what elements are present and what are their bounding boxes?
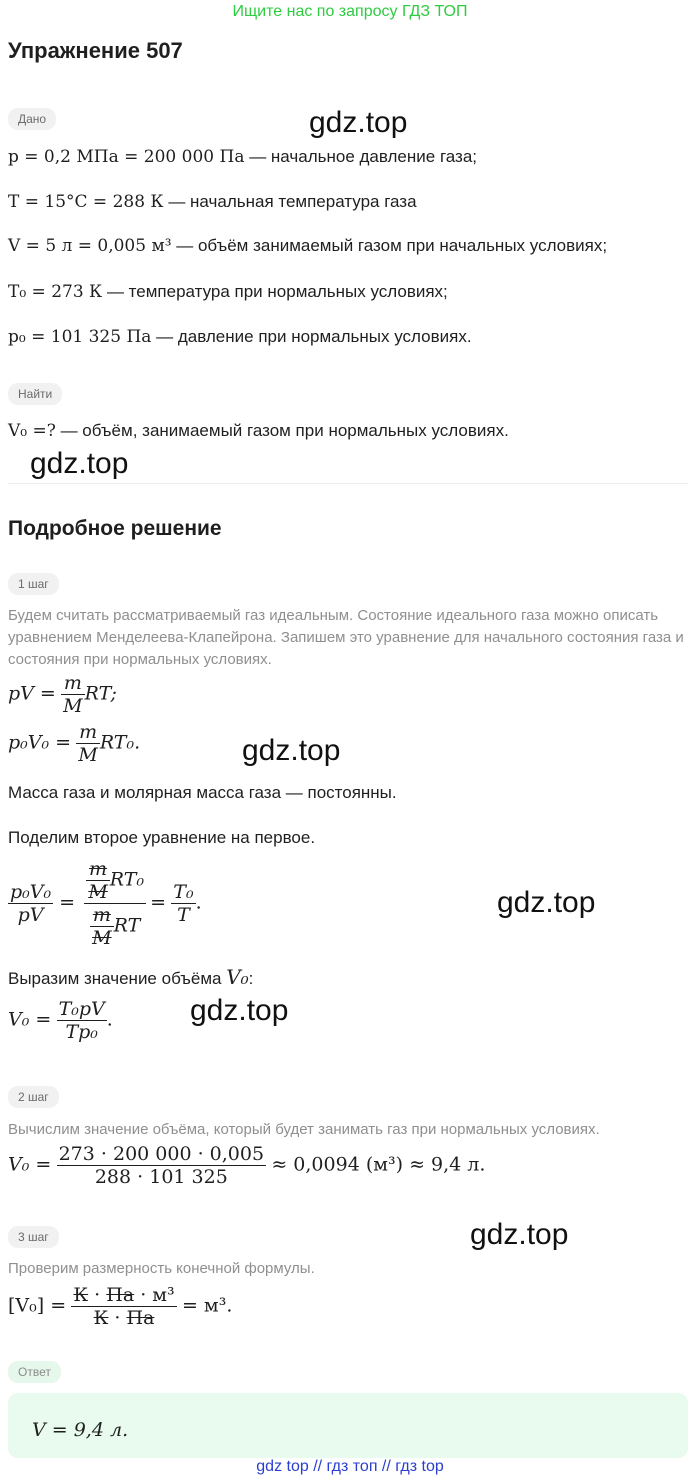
equation — [8, 998, 113, 1043]
period: . — [106, 1008, 113, 1031]
find-text: — объём, занимаемый газом при нормальных условиях. — [55, 421, 509, 440]
given-text: — начальная температура газа — [163, 192, 417, 211]
fraction — [57, 998, 107, 1043]
fraction-num: m — [79, 721, 98, 743]
unit-k: К — [73, 1284, 89, 1306]
unit-pa: Па — [126, 1307, 155, 1329]
eq-rhs: = м³. — [181, 1294, 233, 1317]
given-math: T = 15°C = 288 К — [8, 192, 164, 212]
given-item — [8, 327, 472, 347]
fraction — [57, 1143, 266, 1188]
given-text: — температура при нормальных условиях; — [102, 282, 448, 301]
watermark: gdz.top — [190, 994, 289, 1027]
fraction-den: M — [92, 927, 112, 949]
fraction-den: Tp₀ — [57, 1020, 107, 1043]
compound-fraction — [84, 858, 146, 949]
fraction-den — [84, 903, 146, 949]
given-math: T₀ = 273 К — [8, 282, 103, 302]
statement — [8, 965, 253, 989]
equals-sign: = — [150, 891, 166, 914]
fraction-den: M — [88, 881, 108, 903]
watermark: gdz.top — [470, 1218, 569, 1251]
unit-m3: м³ — [152, 1284, 175, 1306]
search-banner: Ищите нас по запросу ГДЗ ТОП — [232, 3, 468, 20]
answer-badge: Ответ — [8, 1361, 61, 1383]
given-item — [8, 147, 477, 167]
fraction-num: К · Па · м³ — [73, 1284, 175, 1306]
divider — [8, 483, 688, 484]
section-title: Подробное решение — [8, 517, 222, 540]
period: . — [195, 891, 202, 914]
fraction — [71, 1284, 176, 1329]
given-badge: Дано — [8, 108, 56, 130]
eq-rhs: RT; — [84, 682, 117, 705]
eq-lhs: V₀ = — [8, 1153, 52, 1176]
fraction-num: p₀V₀ — [10, 881, 52, 903]
fraction — [76, 721, 99, 766]
footer-links[interactable]: gdz top // гдз топ // гдз top — [256, 1458, 444, 1475]
fraction-den: T — [171, 903, 195, 926]
statement: Поделим второе уравнение на первое. — [8, 828, 316, 847]
fraction — [86, 858, 109, 903]
fraction-num — [84, 858, 146, 903]
given-item — [8, 236, 607, 256]
equation — [8, 721, 140, 766]
step-badge: 1 шаг — [8, 573, 59, 595]
fraction — [90, 904, 113, 949]
step-badge: 3 шаг — [8, 1226, 59, 1248]
given-math: p = 0,2 МПа = 200 000 Па — [8, 147, 245, 167]
unit-k: К — [93, 1307, 109, 1329]
eq-lhs: [V₀] = — [8, 1294, 67, 1317]
page-title: Упражнение 507 — [8, 38, 183, 63]
fraction-den: К · Па — [71, 1306, 176, 1329]
eq-lhs: V₀ = — [8, 1008, 52, 1031]
given-item — [8, 282, 448, 302]
answer-text: V = 9,4 л. — [32, 1419, 129, 1441]
given-text: — давление при нормальных условиях. — [151, 327, 472, 346]
watermark: gdz.top — [309, 106, 408, 139]
given-item — [8, 192, 417, 212]
fraction-num: T₀pV — [58, 998, 105, 1020]
answer-box — [8, 1393, 688, 1458]
watermark: gdz.top — [497, 886, 596, 919]
watermark: gdz.top — [242, 734, 341, 767]
fraction-num: m — [89, 858, 108, 880]
step-text: Вычислим значение объёма, который будет занимать газ при нормальных условиях. — [8, 1121, 600, 1138]
statement-text: Выразим значение объёма — [8, 969, 227, 988]
find-math: V₀ =? — [8, 421, 56, 441]
fraction-den: pV — [8, 903, 53, 926]
fraction-num: T₀ — [173, 881, 194, 903]
find-badge: Найти — [8, 383, 62, 405]
find-item — [8, 421, 509, 441]
ratio-equation — [8, 858, 202, 949]
step-text: Будем считать рассматриваемый газ идеальным. Состояние идеального газа можно описать уравнением Менделеева-Клапейрона. Запишем это уравнение для начального состояния газа и состояния при нормальных условиях. — [8, 607, 684, 668]
equation — [8, 1284, 232, 1329]
fraction-num: m — [92, 904, 111, 926]
colon: : — [248, 969, 254, 988]
fraction — [61, 672, 84, 717]
given-text: — объём занимаемый газом при начальных условиях; — [171, 236, 608, 255]
watermark: gdz.top — [30, 447, 129, 480]
fraction-num: 273 · 200 000 · 0,005 — [58, 1143, 265, 1165]
fraction-den: M — [63, 695, 83, 717]
step-text: Проверим размерность конечной формулы. — [8, 1260, 315, 1277]
given-math: V = 5 л = 0,005 м³ — [8, 236, 172, 256]
statement-var: V₀ — [226, 965, 249, 989]
eq-rhs: RT₀. — [99, 731, 141, 754]
fraction-den: 288 · 101 325 — [57, 1165, 266, 1188]
fraction-den: M — [78, 744, 98, 766]
statement: Масса газа и молярная масса газа — постоянны. — [8, 783, 397, 802]
step-badge: 2 шаг — [8, 1086, 59, 1108]
rt0: RT₀ — [109, 868, 145, 891]
fraction — [8, 881, 53, 926]
fraction — [171, 881, 195, 926]
equation — [8, 1143, 485, 1188]
eq-lhs: pV = — [8, 682, 56, 705]
rt: RT — [113, 914, 141, 937]
eq-rhs: ≈ 0,0094 (м³) ≈ 9,4 л. — [271, 1153, 486, 1176]
eq-lhs: p₀V₀ = — [8, 731, 72, 754]
equation — [8, 672, 117, 717]
given-math: p₀ = 101 325 Па — [8, 327, 152, 347]
fraction-num: m — [63, 672, 82, 694]
unit-pa: Па — [106, 1284, 135, 1306]
equals-sign: = — [59, 891, 76, 914]
given-text: — начальное давление газа; — [244, 147, 478, 166]
